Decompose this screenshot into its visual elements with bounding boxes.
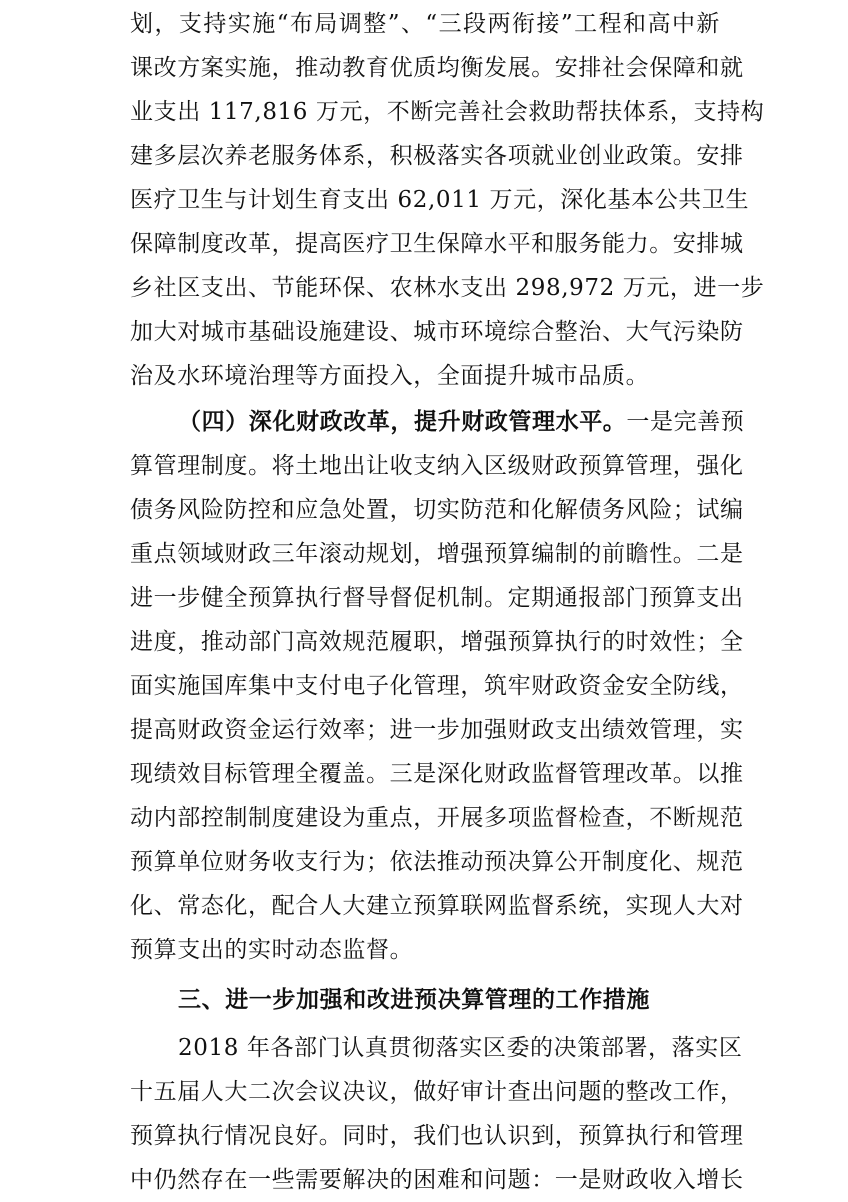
paragraph-line: 化、常态化，配合人大建立预算联网监督系统，实现人大对: [130, 893, 744, 919]
paragraph-line: 十五届人大二次会议决议，做好审计查出问题的整改工作，: [130, 1079, 744, 1105]
paragraph-text: 一是完善预: [626, 409, 745, 435]
paragraph-line: 医疗卫生与计划生育支出 62,011 万元，深化基本公共卫生: [130, 187, 750, 213]
paragraph-first-line: 2018 年各部门认真贯彻落实区委的决策部署，落实区: [178, 1035, 743, 1061]
paragraph-line: 乡社区支出、节能环保、农林水支出 298,972 万元，进一步: [130, 275, 765, 301]
paragraph-line: 进一步健全预算执行督导督促机制。定期通报部门预算支出: [130, 585, 744, 611]
paragraph-line: 课改方案实施，推动教育优质均衡发展。安排社会保障和就: [130, 55, 744, 81]
paragraph-line: 业支出 117,816 万元，不断完善社会救助帮扶体系，支持构: [130, 99, 765, 125]
paragraph-line: 算管理制度。将土地出让收支纳入区级财政预算管理，强化: [130, 453, 744, 479]
subsection-heading: （四）深化财政改革，提升财政管理水平。: [178, 408, 627, 435]
paragraph-line: 加大对城市基础设施建设、城市环境综合整治、大气污染防: [130, 319, 744, 345]
paragraph-line: 面实施国库集中支付电子化管理，筑牢财政资金安全防线，: [130, 673, 744, 699]
paragraph-line: 提高财政资金运行效率；进一步加强财政支出绩效管理，实: [130, 717, 744, 743]
paragraph-line: 预算单位财务收支行为；依法推动预决算公开制度化、规范: [130, 849, 744, 875]
paragraph-line: 治及水环境治理等方面投入，全面提升城市品质。: [130, 363, 650, 389]
paragraph-first-line: [178, 400, 745, 444]
paragraph-line: 债务风险防控和应急处置，切实防范和化解债务风险；试编: [130, 497, 744, 523]
paragraph-line: 现绩效目标管理全覆盖。三是深化财政监督管理改革。以推: [130, 761, 744, 787]
paragraph-line: 重点领域财政三年滚动规划，增强预算编制的前瞻性。二是: [130, 541, 744, 567]
paragraph-line: 保障制度改革，提高医疗卫生保障水平和服务能力。安排城: [130, 231, 744, 257]
paragraph-line: 预算执行情况良好。同时，我们也认识到，预算执行和管理: [130, 1123, 744, 1149]
paragraph-line: 动内部控制制度建设为重点，开展多项监督检查，不断规范: [130, 805, 744, 831]
section-heading: 三、进一步加强和改进预决算管理的工作措施: [178, 986, 650, 1013]
paragraph-line: 预算支出的实时动态监督。: [130, 937, 414, 963]
paragraph-line: 划，支持实施“布局调整”、“三段两衔接”工程和高中新: [130, 11, 720, 37]
paragraph-line: 建多层次养老服务体系，积极落实各项就业创业政策。安排: [130, 143, 744, 169]
paragraph-line: 中仍然存在一些需要解决的困难和问题：一是财政收入增长: [130, 1167, 744, 1193]
paragraph-line: 进度，推动部门高效规范履职，增强预算执行的时效性；全: [130, 629, 744, 655]
